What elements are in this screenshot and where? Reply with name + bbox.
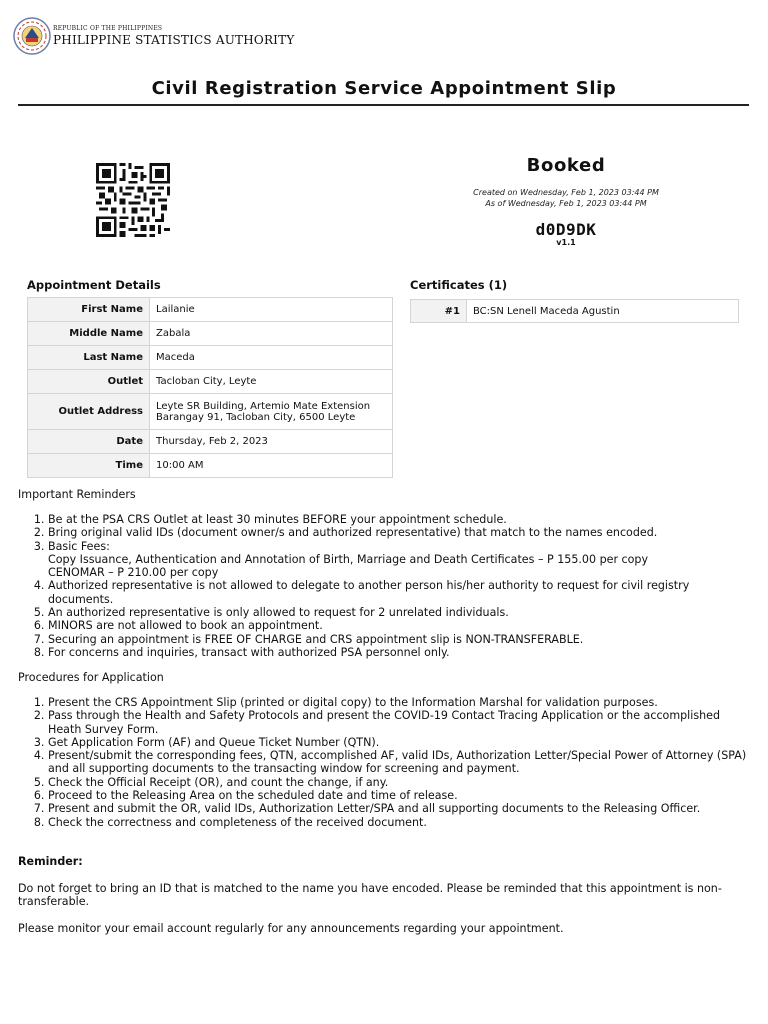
logo-top-text: REPUBLIC OF THE PHILIPPINES xyxy=(53,25,163,32)
address-line-1: Leyte SR Building, Artemio Mate Extension xyxy=(156,400,371,412)
list-item: 6. MINORS are not allowed to book an appointment. xyxy=(48,619,750,632)
booking-status: Booked xyxy=(526,155,606,176)
list-item: 8. For concerns and inquiries, transact with authorized PSA personnel only. xyxy=(48,646,750,659)
list-item: 2. Pass through the Health and Safety Protocols and present the COVID-19 Contact Tracing Application or the accomplished Heath Survey Form. xyxy=(48,709,750,736)
list-item: 1. Be at the PSA CRS Outlet at least 30 minutes BEFORE your appointment schedule. xyxy=(48,513,750,526)
fee-line-cenomar: CENOMAR – P 210.00 per copy xyxy=(48,566,219,580)
row-value: 10:00 AM xyxy=(150,454,393,478)
list-item: 7. Present and submit the OR, valid IDs, Authorization Letter/SPA and all supporting documents to the Releasing Officer. xyxy=(48,802,750,815)
final-reminder-heading: Reminder: xyxy=(18,855,83,868)
row-label: Time xyxy=(28,454,150,478)
table-row xyxy=(28,322,393,346)
row-label: Outlet Address xyxy=(28,394,150,430)
list-item: 6. Proceed to the Releasing Area on the scheduled date and time of release. xyxy=(48,789,750,802)
table-row xyxy=(28,394,393,430)
table-row xyxy=(28,454,393,478)
appointment-details-table xyxy=(27,297,393,478)
row-value: Lailanie xyxy=(150,298,393,322)
row-label: Outlet xyxy=(28,370,150,394)
list-item: 4. Present/submit the corresponding fees, QTN, accomplished AF, valid IDs, Authorization Letter/Special Power of Attorney (SPA) and all supporting documents to the transacting window for screening and payment. xyxy=(48,749,750,776)
list-item xyxy=(48,540,750,580)
row-label: First Name xyxy=(28,298,150,322)
as-of-timestamp: As of Wednesday, Feb 1, 2023 03:44 PM xyxy=(485,199,647,208)
list-item: 4. Authorized representative is not allowed to delegate to another person his/her authority to request for civil registry documents. xyxy=(48,579,750,606)
row-value xyxy=(150,394,393,430)
certificates-heading: Certificates (1) xyxy=(410,278,508,292)
reminders-heading: Important Reminders xyxy=(18,488,136,501)
list-item: 5. Check the Official Receipt (OR), and count the change, if any. xyxy=(48,776,750,789)
procedures-heading: Procedures for Application xyxy=(18,671,164,684)
list-item: 5. An authorized representative is only allowed to request for 2 unrelated individuals. xyxy=(48,606,750,619)
table-row xyxy=(28,430,393,454)
table-row xyxy=(28,370,393,394)
row-label: Middle Name xyxy=(28,322,150,346)
final-reminder-text: Do not forget to bring an ID that is matched to the name you have encoded. Please be reminded that this appointment is non-transferable. xyxy=(18,882,722,909)
table-row xyxy=(28,298,393,322)
reminders-list xyxy=(18,513,750,659)
title-divider xyxy=(18,104,749,106)
created-timestamp: Created on Wednesday, Feb 1, 2023 03:44 PM xyxy=(473,188,659,197)
reference-code: d0D9DK xyxy=(535,220,597,239)
certificate-number: #1 xyxy=(411,300,467,323)
certificates-table xyxy=(410,299,739,323)
qr-code-icon xyxy=(95,163,171,237)
email-monitor-text: Please monitor your email account regularly for any announcements regarding your appointment. xyxy=(18,922,564,935)
psa-seal-icon xyxy=(12,16,52,56)
address-line-2: Barangay 91, Tacloban City, 6500 Leyte xyxy=(156,411,356,423)
procedures-list xyxy=(18,696,750,829)
logo-main-text: PHILIPPINE STATISTICS AUTHORITY xyxy=(53,33,295,47)
row-value: Maceda xyxy=(150,346,393,370)
row-value: Zabala xyxy=(150,322,393,346)
version-label: v1.1 xyxy=(556,238,576,247)
page-title: Civil Registration Service Appointment Slip xyxy=(151,78,617,99)
row-label: Last Name xyxy=(28,346,150,370)
list-item: 1. Present the CRS Appointment Slip (printed or digital copy) to the Information Marshal for validation purposes. xyxy=(48,696,750,709)
fees-label: 3. Basic Fees: xyxy=(48,539,110,553)
list-item: 2. Bring original valid IDs (document owner/s and authorized representative) that match to the names encoded. xyxy=(48,526,750,539)
list-item: 7. Securing an appointment is FREE OF CHARGE and CRS appointment slip is NON-TRANSFERABLE. xyxy=(48,633,750,646)
fee-line-certificates: Copy Issuance, Authentication and Annotation of Birth, Marriage and Death Certificates – P 155.00 per copy xyxy=(48,552,649,566)
psa-header xyxy=(12,16,312,64)
table-row xyxy=(28,346,393,370)
row-label: Date xyxy=(28,430,150,454)
certificate-value: BC:SN Lenell Maceda Agustin xyxy=(467,300,739,323)
row-value: Thursday, Feb 2, 2023 xyxy=(150,430,393,454)
appointment-details-heading: Appointment Details xyxy=(27,278,161,292)
row-value: Tacloban City, Leyte xyxy=(150,370,393,394)
list-item: 3. Get Application Form (AF) and Queue Ticket Number (QTN). xyxy=(48,736,750,749)
list-item: 8. Check the correctness and completeness of the received document. xyxy=(48,816,750,829)
table-row xyxy=(411,300,739,323)
